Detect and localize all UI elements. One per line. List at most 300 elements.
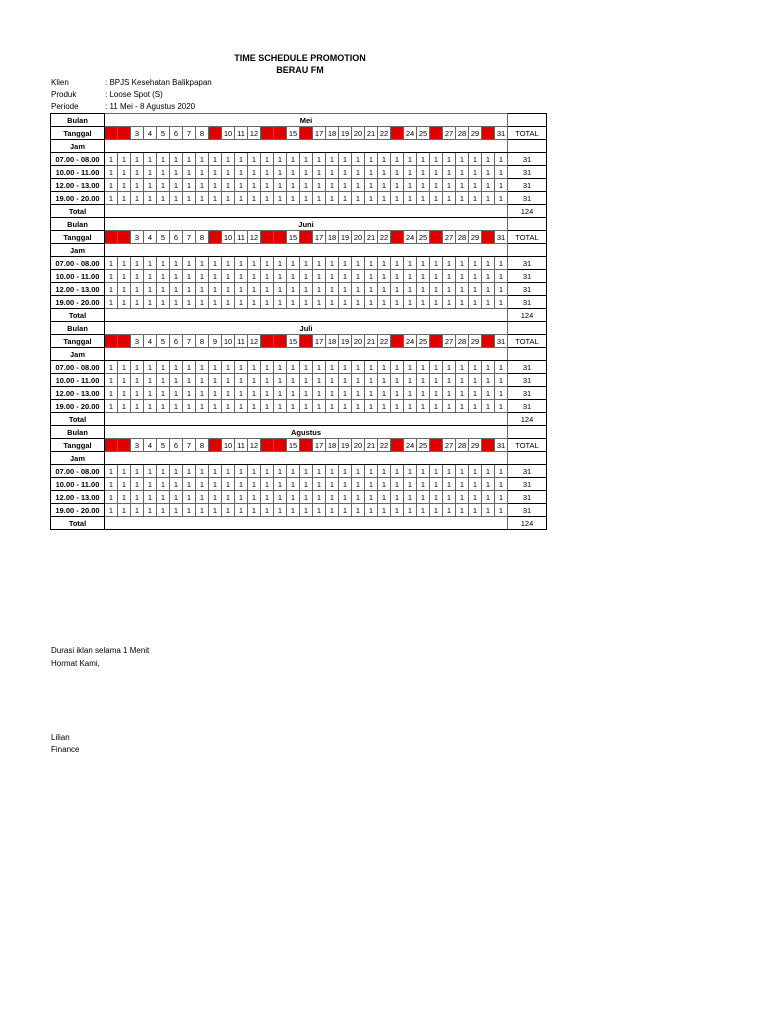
spot-cell: 1 [404,296,417,309]
spot-cell: 1 [300,153,313,166]
time-slot-row [51,192,547,205]
holiday-date-cell: 26 [430,127,443,140]
spot-cell: 1 [391,257,404,270]
spot-cell: 1 [157,374,170,387]
spot-cell: 1 [495,192,508,205]
time-slot-label: 19.00 - 20.00 [51,296,105,309]
spot-cell: 1 [209,179,222,192]
spot-cell: 1 [131,465,144,478]
spot-cell: 1 [456,400,469,413]
spot-cell: 1 [209,257,222,270]
spot-cell: 1 [300,465,313,478]
spot-cell: 1 [274,491,287,504]
time-slot-label: 10.00 - 11.00 [51,270,105,283]
spot-cell: 1 [469,465,482,478]
spot-cell: 1 [456,361,469,374]
empty-cell [105,413,508,426]
spot-cell: 1 [157,179,170,192]
date-cell: 27 [443,439,456,452]
holiday-date-cell: 1 [105,127,118,140]
spot-cell: 1 [209,283,222,296]
spot-cell: 1 [365,504,378,517]
date-cell: 8 [196,335,209,348]
time-slot-row [51,400,547,413]
date-cell: 24 [404,335,417,348]
row-total: 31 [508,257,547,270]
empty-cell [508,140,547,153]
spot-cell: 1 [274,478,287,491]
spot-cell: 1 [222,374,235,387]
spot-cell: 1 [352,478,365,491]
spot-cell: 1 [456,478,469,491]
total-label: Total [51,205,105,218]
holiday-date-cell: 2 [118,335,131,348]
info-value: : Loose Spot (S) [105,90,163,99]
spot-cell: 1 [183,179,196,192]
spot-cell: 1 [365,166,378,179]
spot-cell: 1 [495,465,508,478]
closing-text: Hormat Kami, [51,659,100,668]
time-slot-label: 12.00 - 13.00 [51,283,105,296]
spot-cell: 1 [131,166,144,179]
date-cell: 15 [287,231,300,244]
spot-cell: 1 [482,478,495,491]
spot-cell: 1 [209,166,222,179]
spot-cell: 1 [248,400,261,413]
spot-cell: 1 [105,504,118,517]
date-cell: 10 [222,335,235,348]
time-slot-label: 10.00 - 11.00 [51,374,105,387]
spot-cell: 1 [235,478,248,491]
spot-cell: 1 [235,387,248,400]
spot-cell: 1 [404,283,417,296]
spot-cell: 1 [261,387,274,400]
spot-cell: 1 [456,491,469,504]
time-slot-row [51,361,547,374]
date-cell: 5 [157,231,170,244]
spot-cell: 1 [196,270,209,283]
time-slot-label: 19.00 - 20.00 [51,192,105,205]
spot-cell: 1 [209,361,222,374]
date-cell: 6 [170,335,183,348]
spot-cell: 1 [443,179,456,192]
spot-cell: 1 [456,465,469,478]
tanggal-label: Tanggal [51,439,105,452]
spot-cell: 1 [300,166,313,179]
info-value: : 11 Mei - 8 Agustus 2020 [105,102,196,111]
spot-cell: 1 [261,504,274,517]
spot-cell: 1 [105,296,118,309]
spot-cell: 1 [404,387,417,400]
spot-cell: 1 [222,257,235,270]
spot-cell: 1 [170,270,183,283]
spot-cell: 1 [261,296,274,309]
spot-cell: 1 [391,387,404,400]
spot-cell: 1 [118,166,131,179]
date-cell: 22 [378,231,391,244]
spot-cell: 1 [430,504,443,517]
holiday-date-cell: 13 [261,127,274,140]
spot-cell: 1 [352,491,365,504]
date-cell: 29 [469,439,482,452]
date-cell: 28 [456,439,469,452]
spot-cell: 1 [391,283,404,296]
spot-cell: 1 [235,361,248,374]
spot-cell: 1 [131,179,144,192]
spot-cell: 1 [443,465,456,478]
empty-cell [508,452,547,465]
spot-cell: 1 [222,179,235,192]
grand-total: 124 [508,413,547,426]
spot-cell: 1 [417,192,430,205]
date-cell: 8 [196,231,209,244]
spot-cell: 1 [261,491,274,504]
signer-name: Lilian [51,733,70,742]
jam-row [51,140,547,153]
spot-cell: 1 [456,296,469,309]
spot-cell: 1 [430,153,443,166]
spot-cell: 1 [170,478,183,491]
spot-cell: 1 [443,361,456,374]
date-cell: 11 [235,335,248,348]
signer-role: Finance [51,745,80,754]
spot-cell: 1 [339,374,352,387]
spot-cell: 1 [170,491,183,504]
spot-cell: 1 [118,283,131,296]
empty-cell [105,517,508,530]
spot-cell: 1 [339,465,352,478]
spot-cell: 1 [144,257,157,270]
spot-cell: 1 [378,361,391,374]
date-cell: 12 [248,439,261,452]
date-cell: 25 [417,231,430,244]
spot-cell: 1 [352,361,365,374]
spot-cell: 1 [365,491,378,504]
spot-cell: 1 [430,166,443,179]
spot-cell: 1 [313,491,326,504]
bulan-label: Bulan [51,218,105,231]
spot-cell: 1 [274,166,287,179]
spot-cell: 1 [209,387,222,400]
month-header-row [51,426,547,439]
date-cell: 15 [287,127,300,140]
date-cell: 3 [131,127,144,140]
spot-cell: 1 [183,491,196,504]
spot-cell: 1 [326,361,339,374]
spot-cell: 1 [274,465,287,478]
spot-cell: 1 [170,166,183,179]
month-header-row [51,218,547,231]
spot-cell: 1 [313,283,326,296]
spot-cell: 1 [144,491,157,504]
time-slot-label: 19.00 - 20.00 [51,504,105,517]
spot-cell: 1 [456,283,469,296]
spot-cell: 1 [131,153,144,166]
document-title: TIME SCHEDULE PROMOTION [234,53,366,63]
spot-cell: 1 [248,387,261,400]
spot-cell: 1 [378,270,391,283]
spot-cell: 1 [196,465,209,478]
row-total: 31 [508,387,547,400]
holiday-date-cell: 1 [105,335,118,348]
spot-cell: 1 [404,400,417,413]
spot-cell: 1 [170,400,183,413]
grand-total: 124 [508,517,547,530]
spot-cell: 1 [300,257,313,270]
spot-cell: 1 [404,166,417,179]
date-cell: 18 [326,231,339,244]
spot-cell: 1 [144,192,157,205]
spot-cell: 1 [131,374,144,387]
tanggal-label: Tanggal [51,231,105,244]
spot-cell: 1 [469,166,482,179]
spot-cell: 1 [131,296,144,309]
time-slot-label: 07.00 - 08.00 [51,153,105,166]
spot-cell: 1 [326,296,339,309]
spot-cell: 1 [443,296,456,309]
row-total: 31 [508,270,547,283]
time-slot-label: 10.00 - 11.00 [51,478,105,491]
spot-cell: 1 [326,257,339,270]
spot-cell: 1 [365,270,378,283]
date-cell: 25 [417,127,430,140]
spot-cell: 1 [118,153,131,166]
date-cell: 19 [339,231,352,244]
spot-cell: 1 [222,270,235,283]
spot-cell: 1 [287,166,300,179]
spot-cell: 1 [326,283,339,296]
holiday-date-cell: 2 [118,231,131,244]
spot-cell: 1 [170,257,183,270]
spot-cell: 1 [430,465,443,478]
date-cell: 12 [248,335,261,348]
spot-cell: 1 [339,361,352,374]
time-slot-row [51,478,547,491]
month-name: Mei [105,114,508,127]
spot-cell: 1 [261,179,274,192]
row-total: 31 [508,478,547,491]
date-cell: 19 [339,335,352,348]
spot-cell: 1 [144,166,157,179]
spot-cell: 1 [378,478,391,491]
holiday-date-cell: 9 [209,439,222,452]
jam-label: Jam [51,348,105,361]
row-total: 31 [508,192,547,205]
spot-cell: 1 [131,400,144,413]
date-cell: 24 [404,127,417,140]
empty-cell [105,140,508,153]
holiday-date-cell: 16 [300,335,313,348]
spot-cell: 1 [118,270,131,283]
holiday-date-cell: 9 [209,231,222,244]
spot-cell: 1 [144,270,157,283]
date-cell: 31 [495,335,508,348]
spot-cell: 1 [183,465,196,478]
spot-cell: 1 [287,361,300,374]
duration-note: Durasi iklan selama 1 Menit [51,646,150,655]
spot-cell: 1 [105,387,118,400]
spot-cell: 1 [495,257,508,270]
spot-cell: 1 [391,504,404,517]
spot-cell: 1 [157,257,170,270]
spot-cell: 1 [287,153,300,166]
spot-cell: 1 [274,400,287,413]
spot-cell: 1 [469,361,482,374]
spot-cell: 1 [248,257,261,270]
date-cell: 20 [352,439,365,452]
date-cell: 24 [404,231,417,244]
spot-cell: 1 [209,491,222,504]
spot-cell: 1 [404,179,417,192]
spot-cell: 1 [469,491,482,504]
total-label: Total [51,517,105,530]
spot-cell: 1 [443,166,456,179]
spot-cell: 1 [391,153,404,166]
row-total: 31 [508,179,547,192]
date-cell: 6 [170,439,183,452]
spot-cell: 1 [404,361,417,374]
spot-cell: 1 [378,192,391,205]
holiday-date-cell: 9 [209,127,222,140]
spot-cell: 1 [469,257,482,270]
spot-cell: 1 [378,374,391,387]
date-cell: 6 [170,231,183,244]
spot-cell: 1 [339,296,352,309]
spot-cell: 1 [300,283,313,296]
spot-cell: 1 [131,257,144,270]
date-cell: 12 [248,231,261,244]
spot-cell: 1 [287,192,300,205]
date-cell: 11 [235,231,248,244]
holiday-date-cell: 2 [118,439,131,452]
spot-cell: 1 [248,179,261,192]
total-header: TOTAL [508,127,547,140]
holiday-date-cell: 13 [261,439,274,452]
spot-cell: 1 [274,296,287,309]
spot-cell: 1 [235,192,248,205]
spot-cell: 1 [430,374,443,387]
spot-cell: 1 [235,179,248,192]
spot-cell: 1 [235,257,248,270]
spot-cell: 1 [131,361,144,374]
spot-cell: 1 [313,478,326,491]
date-cell: 11 [235,439,248,452]
date-cell: 29 [469,335,482,348]
spot-cell: 1 [417,270,430,283]
spot-cell: 1 [300,387,313,400]
holiday-date-cell: 26 [430,439,443,452]
spot-cell: 1 [144,374,157,387]
spot-cell: 1 [274,374,287,387]
spot-cell: 1 [222,296,235,309]
spot-cell: 1 [196,283,209,296]
spot-cell: 1 [157,491,170,504]
date-cell: 17 [313,127,326,140]
spot-cell: 1 [378,166,391,179]
date-cell: 20 [352,231,365,244]
date-cell: 22 [378,127,391,140]
spot-cell: 1 [339,179,352,192]
spot-cell: 1 [144,361,157,374]
spot-cell: 1 [417,400,430,413]
spot-cell: 1 [443,478,456,491]
spot-cell: 1 [482,387,495,400]
spot-cell: 1 [300,504,313,517]
spot-cell: 1 [248,361,261,374]
date-cell: 20 [352,335,365,348]
spot-cell: 1 [287,491,300,504]
spot-cell: 1 [417,283,430,296]
spot-cell: 1 [326,491,339,504]
spot-cell: 1 [144,478,157,491]
spot-cell: 1 [339,400,352,413]
date-cell: 27 [443,335,456,348]
spot-cell: 1 [417,491,430,504]
spot-cell: 1 [287,179,300,192]
total-header: TOTAL [508,335,547,348]
spot-cell: 1 [417,478,430,491]
spot-cell: 1 [209,478,222,491]
holiday-date-cell: 26 [430,335,443,348]
jam-label: Jam [51,452,105,465]
spot-cell: 1 [430,179,443,192]
jam-label: Jam [51,244,105,257]
date-row [51,335,547,348]
spot-cell: 1 [443,387,456,400]
spot-cell: 1 [300,192,313,205]
spot-cell: 1 [196,374,209,387]
spot-cell: 1 [378,257,391,270]
spot-cell: 1 [352,465,365,478]
spot-cell: 1 [300,374,313,387]
spot-cell: 1 [170,465,183,478]
spot-cell: 1 [209,153,222,166]
spot-cell: 1 [287,270,300,283]
spot-cell: 1 [482,283,495,296]
spot-cell: 1 [495,179,508,192]
spot-cell: 1 [469,478,482,491]
spot-cell: 1 [131,387,144,400]
spot-cell: 1 [469,400,482,413]
spot-cell: 1 [300,491,313,504]
spot-cell: 1 [157,478,170,491]
spot-cell: 1 [391,400,404,413]
spot-cell: 1 [105,257,118,270]
time-slot-row [51,504,547,517]
spot-cell: 1 [105,179,118,192]
spot-cell: 1 [352,283,365,296]
date-cell: 21 [365,335,378,348]
info-row-product [51,90,163,99]
spot-cell: 1 [404,192,417,205]
spot-cell: 1 [300,478,313,491]
spot-cell: 1 [157,387,170,400]
spot-cell: 1 [235,296,248,309]
spot-cell: 1 [352,374,365,387]
spot-cell: 1 [339,270,352,283]
spot-cell: 1 [248,283,261,296]
holiday-date-cell: 26 [430,231,443,244]
spot-cell: 1 [261,465,274,478]
spot-cell: 1 [339,478,352,491]
spot-cell: 1 [469,504,482,517]
spot-cell: 1 [482,361,495,374]
spot-cell: 1 [378,387,391,400]
spot-cell: 1 [118,374,131,387]
time-slot-label: 07.00 - 08.00 [51,257,105,270]
spot-cell: 1 [118,179,131,192]
spot-cell: 1 [261,257,274,270]
